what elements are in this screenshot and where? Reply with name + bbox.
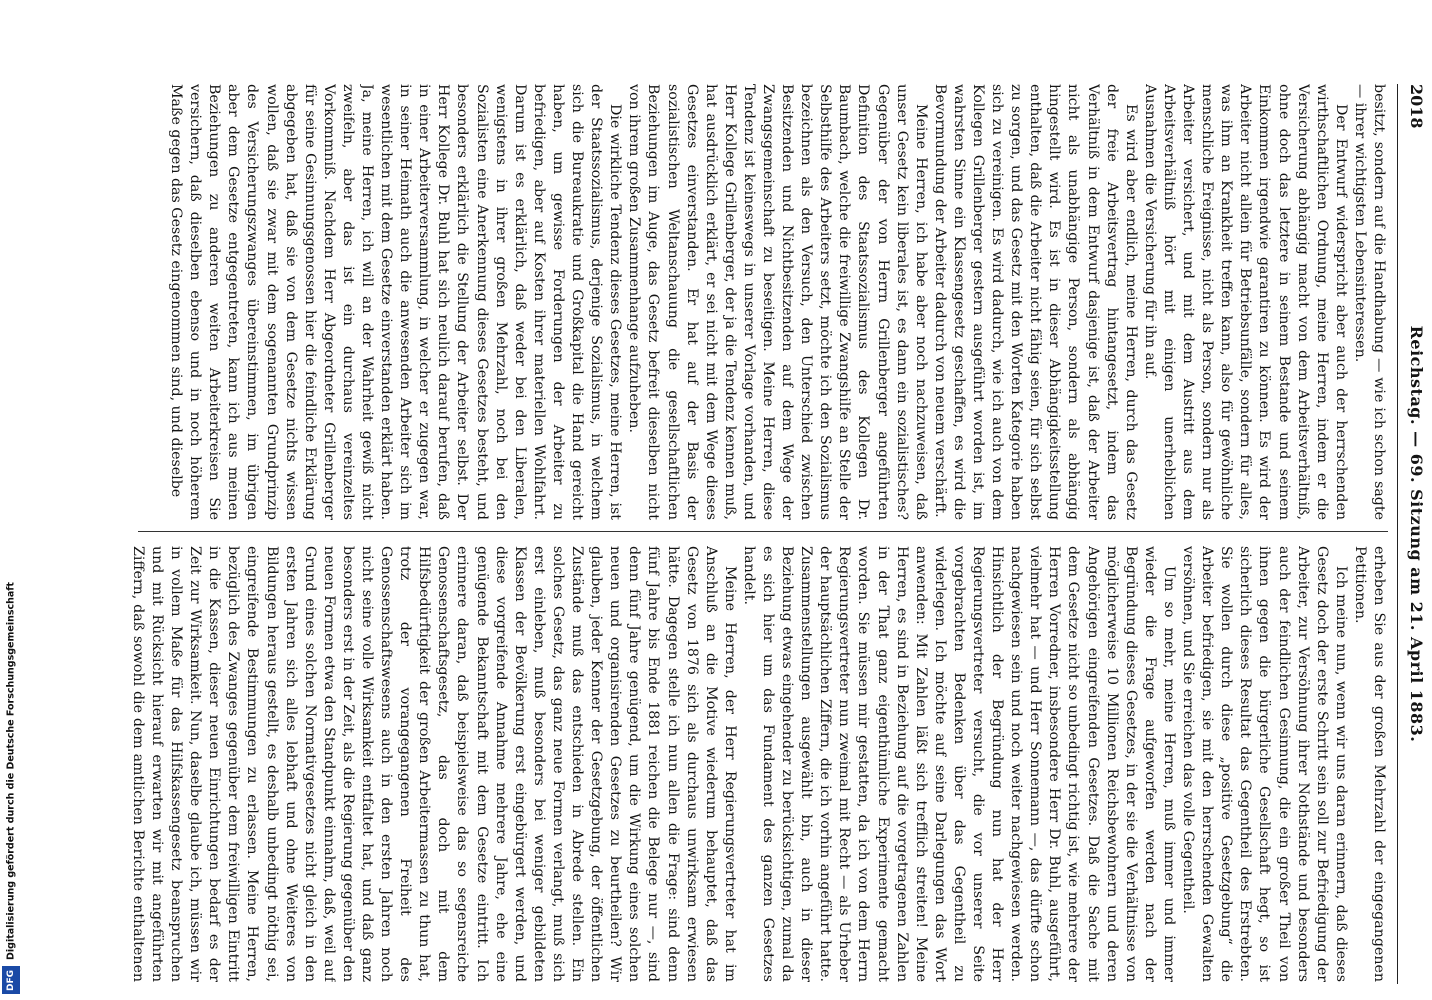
paragraph: Um so mehr, meine Herren, muß immer und immer wieder die Frage aufgeworfen werden nach der Begründung dieses Gesetzes, in der sie die Verhältnisse von möglicherweise 10 Millionen Reichsbewohnern und deren Angehörigen eingreifenden Gesetzes. Daß die Sache mit dem Gesetze nicht so unbedingt richtig ist, wie mehrere der Herren Vorredner, insbesondere Herr Dr. Buhl, ausgeführt, vielmehr hat — und Herr Sonnemann —, das dürfte schon nachgewiesen sein und noch weiter nachgewiesen werden. Hinsichtlich der Begründung nun hat der Herr Regierungsvertreter versucht, die vor unserer Seite vorgebrachten Bedenken über das Gegentheil zu widerlegen. Ich möchte auf seine Darlegungen das Wort anwenden: Mit Zahlen läßt sich trefflich streiten! Meine Herren, es sind in Beziehung auf die vorgetragenen Zahlen in der That ganz eigenthümliche Experimente gemacht worden. Sie müssen mir gestatten, da ich von dem Herrn Regierungsvertreter nun zweimal mit Recht — als Urheber der hauptsächlichen Ziffern, die ich vorhin angeführt hatte. Zusammenstellungen ausgewählt bin, auch in dieser Beziehung etwas eingehender zu berücksichtigen, zumal da es sich hier um das Fundament des ganzen Gesetzes handelt. — [740, 546, 1177, 982]
paragraph: Die wirkliche Tendenz dieses Gesetzes, meine Herren, ist der Staatssozialismus, derjenige Sozialismus, in welchem sich die Bureaukratie und Großkapital die Hand gereicht haben, um gewisse Forderungen der Arbeiter zu befriedigen, aber auf Kosten ihrer materiellen Wohlfahrt. Darum ist es erklärlich, daß weder bei den Liberalen, wenigstens in ihrer großen Mehrzahl, noch bei den Sozialisten eine Anerkennung dieses Gesetzes besteht, und besonders erklärlich die Stellung der Arbeiter selbst. Der Herr Kollege Dr. Buhl hat sich neulich darauf berufen, daß in einer Arbeiterversammlung, in welcher er zugegen war, in seiner Heimath auch die anwesenden Arbeiter sich im wesentlichen mit dem Gesetze einverstanden erklärt haben. Ja, meine Herren, ich will an der Wahrheit gewiß nicht zweifeln, aber das ist ein durchaus vereinzeltes Vorkommniß. Nachdem Herr Abgeordneter Grillenberger für seine Gesinnungsgenossen hier die feindliche Erklärung abgegeben hat, daß sie von dem Gesetze nichts wissen wollen, daß sie zwar mit dem sogenannten Grundprinzip des Versicherungszwanges übereinstimmen, im übrigen aber dem Gesetze entgegentreten, kann ich aus meinen Beziehungen zu anderen weiten Arbeiterkreisen Sie versichern, daß dieselben ebenso und in noch höherem Maße gegen das Gesetz eingenommen sind, und dieselbe — [168, 84, 624, 520]
paragraph: besitzt, sondern auf die Handhabung — wie ich schon sagte — ihrer wichtigsten Lebensinteressen. — [1351, 84, 1387, 520]
paragraph: Der Entwurf widerspricht aber auch der herrschenden wirthschaftlichen Ordnung, meine Herren, indem er die Versicherung abhängig macht von dem Arbeitsverhältniß, ohne doch das letztere in seinem Bestande und seinem Einkommen irgendwie garantiren zu können. Es wird der Arbeiter nicht allein für Betriebsunfälle, sondern für alles, was ihm an Krankheit treffen kann, also für gewöhnliche menschliche Ereignisse, nicht als Person, sondern nur als Arbeiter versichert, und mit dem Austritt aus dem Arbeitsverhältniß hört mit einigen unerheblichen Ausnahmen die Versicherung für ihn auf. — [1141, 84, 1349, 520]
page-header — [1397, 84, 1428, 984]
page-number: 2018 — [1407, 84, 1426, 129]
digitization-strip — [0, 0, 24, 1000]
page-title: Reichstag. — 69. Sitzung am 21. April 1883. — [1407, 325, 1426, 743]
paragraph: Es wird aber endlich, meine Herren, durch das Gesetz der freie Arbeitsvertrag hintangesetzt, indem das Verhältniß in dem Entwurf dasjenige ist, daß der Arbeiter nicht als unabhängige Person, sondern als abhängig hingestellt wird. Es ist in dieser Abhängigkeitsstellung enthalten, daß die Arbeiter nicht fähig seien, für sich selbst zu sorgen, und das Gesetz mit den Worten Kategorie haben sich zu vereinigen. Es wird dadurch, wie ich auch von dem Kollegen Grillenberger gestern ausgeführt worden ist, im wahrsten Sinne ein Klassengesetz geschaffen, es wird die Bevormundung der Arbeiter dadurch von neuem verschärft. — [931, 84, 1139, 520]
paragraph: Ich meine nun, wenn wir uns daran erinnern, daß dieses Gesetz doch der erste Schritt sein soll zur Befriedigung der Arbeiter, zur Versöhnung ihrer Nothstände und besonders auch der feindlichen Gesinnung, die ein großer Theil von ihnen gegen die bürgerliche Gesellschaft hegt, so ist sicherlich dieses Resultat das Gegentheil des Erstrebten. Sie wollen durch diese „positive Gesetzgebung“ die Arbeiter befriedigen, sie mit den herrschenden Gewalten versöhnen, und Sie erreichen das volle Gegentheil. — [1180, 546, 1349, 982]
dfg-logo: DFG — [2, 966, 20, 994]
column-divider — [138, 531, 1388, 532]
paragraph: erheben Sie aus der großen Mehrzahl der eingegangenen Petitionen. — [1351, 546, 1387, 982]
digitization-credit: Digitalisierung gefördert durch die Deutsche Forschungsgemeinschaft — [5, 582, 17, 960]
left-column — [128, 84, 1388, 520]
paragraph: Meine Herren, ich habe aber noch nachzuweisen, daß unser Gesetz kein liberales ist, es dann ein sozialistisches? Gegenüber der von Herrn Grillenberger angeführten Definition des Staatssozialismus des Kollegen Dr. Baumbach, welche die freiwillige Zwangshilfe an Stelle der Selbsthilfe des Arbeiters setzt, möchte ich den Sozialismus bezeichnen als den Versuch, den Unterschied zwischen Besitzenden und Nichtbesitzenden auf dem Wege der Zwangsgemeinschaft zu beseitigen. Meine Herren, diese Tendenz ist keineswegs in unserer Vorlage vorhanden, und Herr Kollege Grillenberger, der ja die Tendenz kennen muß, hat ausdrücklich erklärt, er sei nicht mit dem Wege dieses Gesetzes einverstanden. Er hat auf der Basis der sozialistischen Weltanschauung die gesellschaftlichen Beziehungen im Auge, das Gesetz befreit dieselben nicht von ihrem großen Zusammenhange aufzuheben. — [626, 84, 929, 520]
scanned-page — [112, 66, 1432, 996]
scanned-page-frame — [112, 66, 1432, 996]
paragraph: Meine Herren, der Herr Regierungsvertreter hat im Anschluß an die Motive wiederum behauptet, daß das Gesetz von 1876 sich als durchaus unwirksam erwiesen hätte. Dagegen stelle ich nun allen die Frage: sind denn fünf Jahre bis Ende 1881 reichen die Belege nur —, sind denn fünf Jahre genügend, um die Wirkung eines solchen neuen und organisirenden Gesetzes zu beurtheilen? Wir glauben, jeder Kenner der Gesetzgebung, der öffentlichen Zustände muß das entschieden in Abrede stellen. Ein solches Gesetz, das ganz neue Formen verlangt, muß sich erst einleben, muß besonders bei weniger gebildeten Klassen der Bevölkerung erst eingebürgert werden, und diese vorgreifende Annahme mehrere Jahre, ehe eine genügende Bekanntschaft mit dem Gesetze eintritt. Ich erinnere daran, daß beispielsweise das so segensreiche Genossenschaftsgesetz, das doch mit dem Hilfsbedürftigkeit der großen Arbeitermassen zu thun hat, trotz der vorangegangenen Freiheit des Genossenschaftswesens auch in den ersten Jahren noch nicht seine volle Wirksamkeit entfaltet hat, und daß ganz besonders erst in der Zeit, als die Regierung gegenüber den neuen Formen etwa den Standpunkt einnahm, daß, weil auf Grund eines solchen Normativgesetzes nicht gleich in den ersten Jahren sich alles lebhaft und ohne Weiteres von Bildungen heraus gestellt, es deshalb unbedingt nöthig sei, eingreifende Bestimmungen zu erlassen. Meine Herren, bezüglich des Zwanges gegenüber dem freiwilligen Eintritt in die Kassen, dieser neuen Einrichtungen bedarf es der Zeit zur Wirksamkeit. Nun, daselbe glaube ich, müssen wir in vollem Maße für das Hilfskassengesetz beanspruchen und mit Rücksicht hierauf erwarten wir mit angeführten Ziffern, daß sowohl die dem amtlichen Berichte enthaltenen — [129, 546, 738, 982]
right-column — [128, 546, 1388, 982]
text-columns — [128, 84, 1388, 984]
